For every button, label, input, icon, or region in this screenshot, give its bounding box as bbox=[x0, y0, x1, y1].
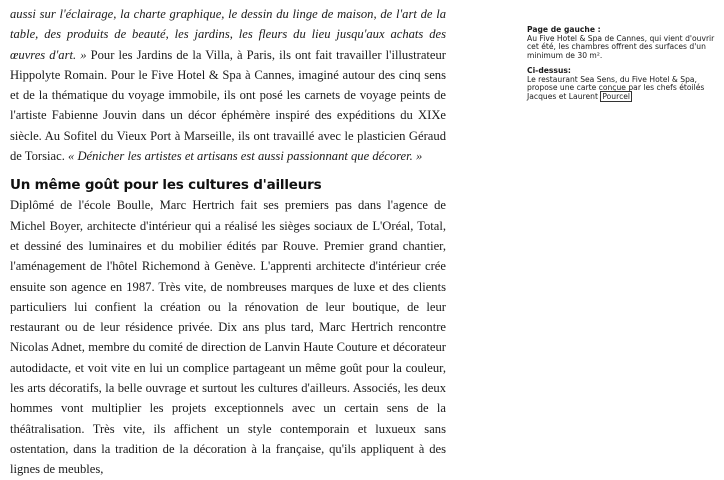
closing-quote: « Dénicher les artistes et artisans est aussi passionnant que décorer. » bbox=[68, 149, 423, 164]
quote-continuation: aussi sur l'éclairage, la charte graphique, le dessin du linge de maison, de l'art de la table, des produits de beauté, les jardins, les fleurs du lieu jusqu'aux achats des œuvres d'art. » bbox=[10, 7, 446, 62]
caption-left-page-label: Page de gauche : bbox=[527, 25, 601, 34]
caption-boxed-name: Pourcel bbox=[602, 91, 631, 101]
paragraph-1-body: Pour les Jardins de la Villa, à Paris, ils ont fait travailler l'illustrateur Hippolyte Romain. Pour le Five Hotel & Spa à Cannes, imaginé autour des cinq sens et de la thématique du voyage immobile, ils ont posé les carnets de voyage peints de l'artiste Fabienne Jouvin dans un décor éphémère inspiré des expéditions du XIXe siècle. Au Sofitel du Vieux Port à Marseille, ils ont travaillé avec le plasticien Géraud de Torsiac. bbox=[10, 47, 446, 164]
caption-above-label: Ci-dessus: bbox=[527, 65, 571, 75]
caption-left-page bbox=[527, 26, 724, 61]
article-column bbox=[10, 4, 446, 480]
caption-above bbox=[527, 67, 724, 102]
article-paragraph-1 bbox=[10, 4, 446, 166]
caption-above-text: Le restaurant Sea Sens, du Five Hotel & Spa, propose une carte conçue par les chefs étoilés Jacques et Laurent bbox=[527, 74, 705, 101]
caption-sidebar bbox=[527, 26, 724, 108]
section-heading: Un même goût pour les cultures d'ailleurs bbox=[10, 177, 322, 194]
caption-left-page-text: Au Five Hotel & Spa de Cannes, qui vient d'ouvrir cet été, les chambres offrent des surfaces d'un minimum de 30 m². bbox=[527, 33, 715, 61]
article-paragraph-2: Diplômé de l'école Boulle, Marc Hertrich fait ses premiers pas dans l'agence de Michel Boyer, architecte d'intérieur qui a réalisé les sièges sociaux de L'Oréal, Total, et dessiné des luminaires et du mobilier édités par Rouve. Premier grand chantier, l'aménagement de l'hôtel Richemond à Genève. L'apprenti architecte d'intérieur crée ensuite son agence en 1987. Très vite, de nombreuses marques de luxe et des clients particuliers lui confient la création ou la rénovation de leur boutique, de leur restaurant ou de leur résidence privée. Dix ans plus tard, Marc Hertrich rencontre Nicolas Adnet, membre du comité de direction de Lanvin Haute Couture et décorateur autodidacte, et voit vite en lui un complice partageant un même goût pour la couleur, les arts décoratifs, la belle ouvrage et surtout les cultures d'ailleurs. Associés, les deux hommes vont multiplier les projets exceptionnels avec un certain sens de la théâtralisation. Très vite, ils affichent un style contemporain et luxueux sans ostentation, dans la tradition de la décoration à la française, qu'ils appliquent à des lignes de meubles, bbox=[10, 198, 446, 477]
